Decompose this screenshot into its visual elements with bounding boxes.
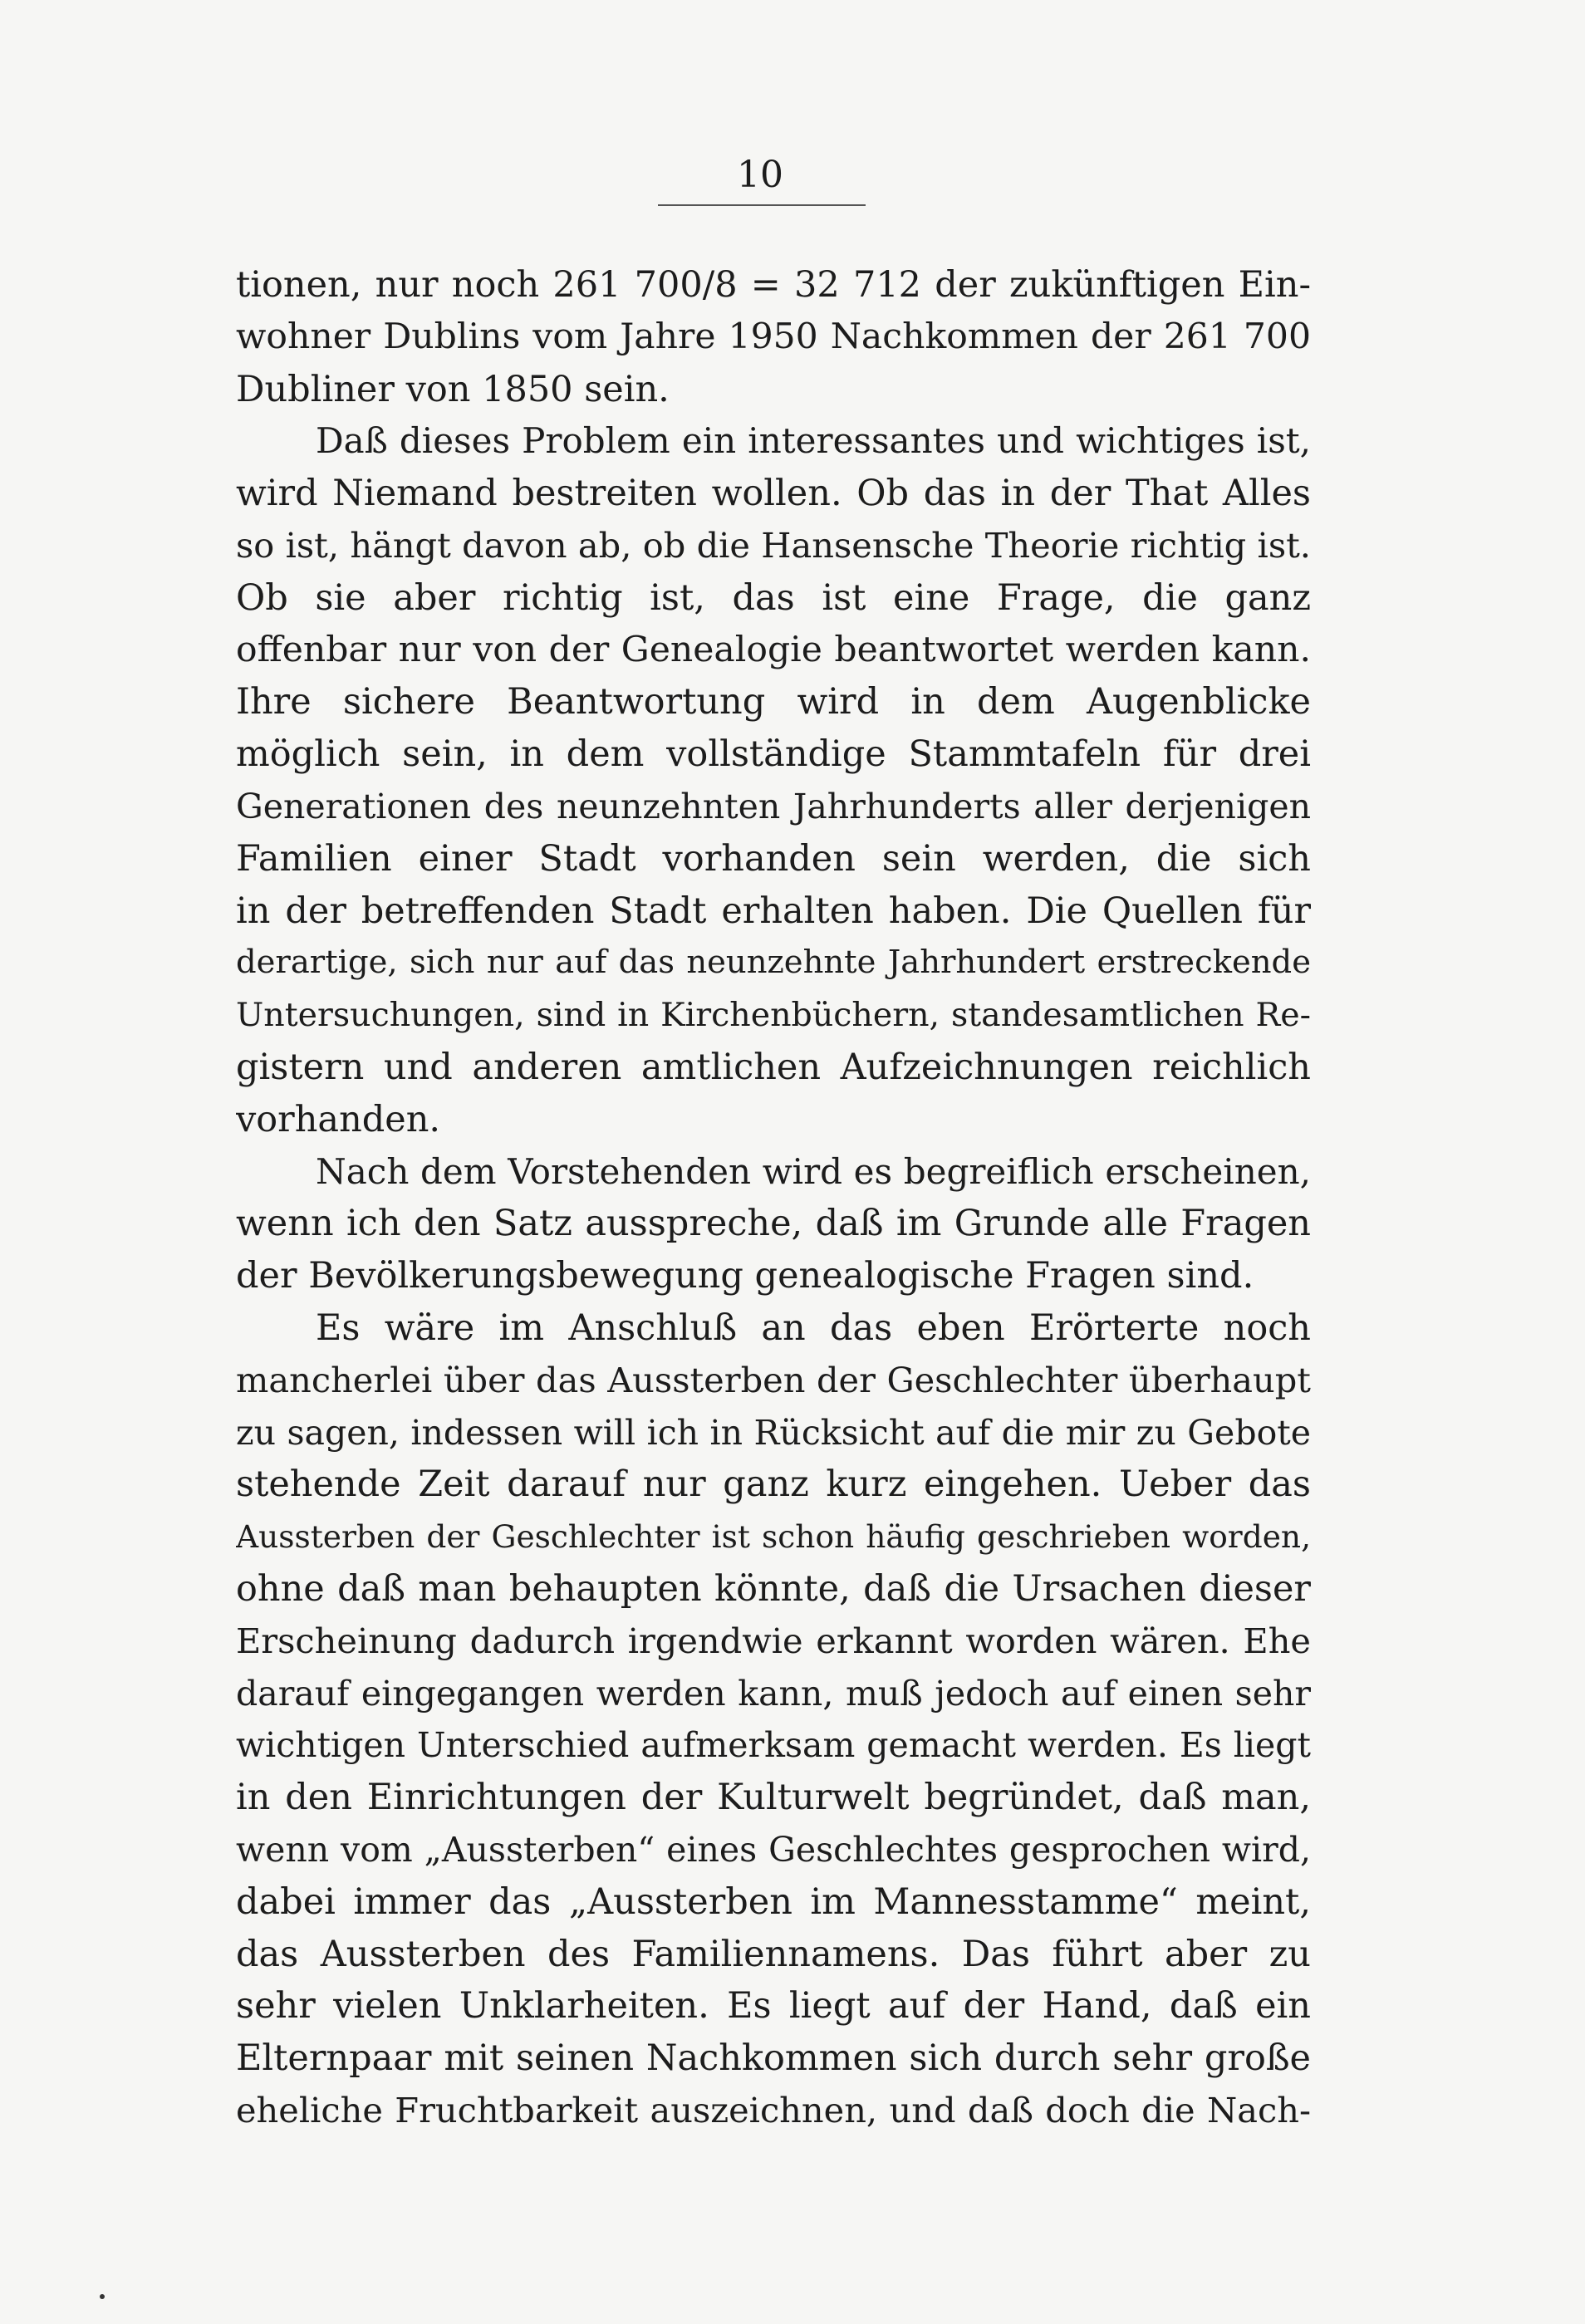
text-line: wenn ich den Satz ausspreche, daß im Grunde alle Fragen [236,1203,1311,1245]
text-line: vorhanden. [236,1098,441,1140]
text-line: Ihre sichere Beantwortung wird in dem Augenblicke [236,681,1311,723]
text-line: gistern und anderen amtlichen Aufzeichnungen reichlich [236,1046,1311,1088]
text-line: darauf eingegangen werden kann, muß jedoch auf einen sehr [236,1673,1311,1714]
text-line: zu sagen, indessen will ich in Rücksicht auf die mir zu Gebote [236,1412,1311,1453]
paper-speck [100,2294,105,2299]
text-line: möglich sein, in dem vollständige Stammtafeln für drei [236,733,1311,776]
text-line: der Bevölkerungsbewegung genealogische Fragen sind. [236,1255,1254,1297]
text-line: Elternpaar mit seinen Nachkommen sich durch sehr große [236,2037,1311,2080]
text-line: wenn vom „Aussterben“ eines Geschlechtes gesprochen wird, [236,1829,1311,1870]
text-line: eheliche Fruchtbarkeit auszeichnen, und daß doch die Nach- [236,2089,1311,2130]
body-text [236,259,1311,2137]
text-line: in den Einrichtungen der Kulturwelt begründet, daß man, [236,1777,1311,1819]
text-line: Es wäre im Anschluß an das eben Erörterte noch [316,1307,1311,1349]
text-line: sehr vielen Unklarheiten. Es liegt auf der Hand, daß ein [236,1985,1311,2027]
text-line: derartige, sich nur auf das neunzehnte Jahrhundert erstreckende [236,944,1311,982]
text-line: Nach dem Vorstehenden wird es begreiflich erscheinen, [316,1150,1311,1192]
text-line: so ist, hängt davon ab, ob die Hansensche Theorie richtig ist. [236,524,1311,566]
text-line: stehende Zeit darauf nur ganz kurz eingehen. Ueber das [236,1464,1311,1506]
text-line: wird Niemand bestreiten wollen. Ob das in der That Alles [236,473,1311,515]
text-line: wichtigen Unterschied aufmerksam gemacht werden. Es liegt [236,1725,1311,1766]
text-line: Generationen des neunzehnten Jahrhunderts aller derjenigen [236,786,1311,826]
text-line: Untersuchungen, sind in Kirchenbüchern, standesamtlichen Re- [236,996,1311,1035]
text-line: Ob sie aber richtig ist, das ist eine Frage, die ganz [236,576,1311,619]
text-line: offenbar nur von der Genealogie beantwortet werden kann. [236,629,1311,670]
text-line: Dubliner von 1850 sein. [236,368,670,410]
text-line: in der betreffenden Stadt erhalten haben. Die Quellen für [236,890,1311,932]
page-number: 10 [737,154,783,196]
text-line: ohne daß man behaupten könnte, daß die Ursachen dieser [236,1567,1311,1610]
text-line: Familien einer Stadt vorhanden sein werden, die sich [236,837,1311,880]
text-line: dabei immer das „Aussterben im Mannesstamme“ meint, [236,1880,1311,1923]
text-line: Erscheinung dadurch irgendwie erkannt worden wären. Ehe [236,1620,1311,1661]
text-line: das Aussterben des Familiennamens. Das führt aber zu [236,1933,1311,1975]
text-line: wohner Dublins vom Jahre 1950 Nachkommen der 261 700 [236,316,1311,357]
text-line: tionen, nur noch 261 700/8 = 32 712 der zukünftigen Ein- [236,264,1311,306]
text-line: Aussterben der Geschlechter ist schon häufig geschrieben worden, [236,1518,1311,1556]
header-rule [658,204,866,206]
text-line: mancherlei über das Aussterben der Geschlechter überhaupt [236,1359,1311,1400]
text-line: Daß dieses Problem ein interessantes und wichtiges ist, [316,420,1311,462]
